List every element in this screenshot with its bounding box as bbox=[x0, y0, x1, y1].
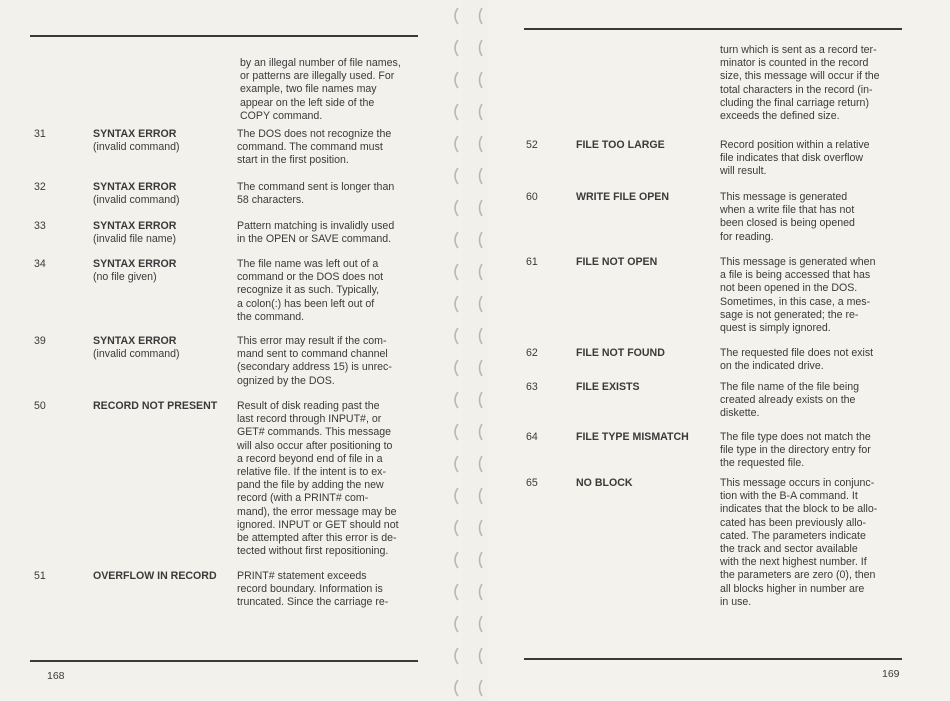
error-title: WRITE FILE OPEN bbox=[576, 191, 669, 203]
error-subtitle: (invalid command) bbox=[93, 141, 180, 154]
left-bottom-rule bbox=[30, 660, 418, 662]
error-description: The file type does not match the file type in the directory entry for the requested file. bbox=[720, 431, 871, 470]
error-description: Result of disk reading past the last record through INPUT#, or GET# commands. This message will also occur after positioning to a record beyond end of file in a relative file. If the intent is to ex- pand the file by adding the new record (with a PRINT# com- mand), the error message may be ignored. INPUT or GET should not be attempted after this error is de- tected without first repositioning. bbox=[237, 400, 399, 558]
right-intro-text: turn which is sent as a record ter- minator is counted in the record size, this message will occur if the total characters in the record (in- cluding the final carriage return) exceeds the defined size. bbox=[720, 44, 880, 123]
right-top-rule bbox=[524, 28, 902, 30]
error-subtitle: (invalid file name) bbox=[93, 233, 177, 246]
error-title: SYNTAX ERROR (invalid command) bbox=[93, 335, 180, 361]
error-title: FILE TOO LARGE bbox=[576, 139, 665, 151]
error-subtitle: (invalid command) bbox=[93, 194, 180, 207]
error-subtitle: (no file given) bbox=[93, 271, 157, 284]
error-description: This message is generated when a file is being accessed that has not been opened in the DOS. Sometimes, in this case, a mes- sage is not generated; the re- quest is simply ignored. bbox=[720, 256, 876, 335]
error-number: 33 bbox=[34, 220, 46, 232]
error-title: SYNTAX ERROR (invalid command) bbox=[93, 128, 180, 154]
error-description: This message occurs in conjunc- tion with the B-A command. It indicates that the block to be allo- cated has been previously allo- cated. The parameters indicate the track and sector available with the next highest number. If the parameters are zero (0), then all blocks higher in number are in use. bbox=[720, 477, 878, 608]
error-title: RECORD NOT PRESENT bbox=[93, 400, 218, 412]
left-page bbox=[0, 0, 462, 701]
right-page bbox=[488, 0, 950, 701]
error-number: 34 bbox=[34, 258, 46, 270]
error-description: The file name of the file being created already exists on the diskette. bbox=[720, 381, 859, 420]
error-number: 32 bbox=[34, 181, 46, 193]
error-number: 64 bbox=[526, 431, 538, 443]
error-number: 52 bbox=[526, 139, 538, 151]
error-number: 31 bbox=[34, 128, 46, 140]
error-description: The file name was left out of a command or the DOS does not recognize it as such. Typically, a colon(:) has been left out of the command. bbox=[237, 258, 384, 323]
error-description: Record position within a relative file indicates that disk overflow will result. bbox=[720, 139, 870, 178]
error-number: 63 bbox=[526, 381, 538, 393]
error-description: The command sent is longer than 58 characters. bbox=[237, 181, 395, 207]
error-number: 62 bbox=[526, 347, 538, 359]
error-number: 60 bbox=[526, 191, 538, 203]
error-description: This message is generated when a write file that has not been closed is being opened for reading. bbox=[720, 191, 855, 243]
error-title: OVERFLOW IN RECORD bbox=[93, 570, 217, 582]
error-number: 65 bbox=[526, 477, 538, 489]
error-title: NO BLOCK bbox=[576, 477, 633, 489]
page-number: 169 bbox=[882, 668, 900, 680]
right-bottom-rule bbox=[524, 658, 902, 660]
error-title: SYNTAX ERROR (no file given) bbox=[93, 258, 177, 284]
error-title: FILE NOT OPEN bbox=[576, 256, 658, 268]
error-description: Pattern matching is invalidly used in the OPEN or SAVE command. bbox=[237, 220, 395, 246]
error-number: 39 bbox=[34, 335, 46, 347]
error-title: SYNTAX ERROR (invalid file name) bbox=[93, 220, 177, 246]
error-title: FILE EXISTS bbox=[576, 381, 640, 393]
error-description: PRINT# statement exceeds record boundary. Information is truncated. Since the carriage re- bbox=[237, 570, 389, 609]
error-description: The requested file does not exist on the indicated drive. bbox=[720, 347, 874, 373]
error-number: 50 bbox=[34, 400, 46, 412]
left-intro-text: by an illegal number of file names, or patterns are illegally used. For example, two file names may appear on the left side of the COPY command. bbox=[240, 57, 401, 122]
spiral-rings bbox=[455, 8, 482, 696]
error-description: The DOS does not recognize the command. The command must start in the first position. bbox=[237, 128, 392, 167]
error-subtitle: (invalid command) bbox=[93, 348, 180, 361]
error-number: 51 bbox=[34, 570, 46, 582]
error-description: This error may result if the com- mand sent to command channel (secondary address 15) is unrec- ognized by the DOS. bbox=[237, 335, 392, 387]
error-title: FILE TYPE MISMATCH bbox=[576, 431, 689, 443]
left-top-rule bbox=[30, 35, 418, 37]
error-title: SYNTAX ERROR (invalid command) bbox=[93, 181, 180, 207]
page-number: 168 bbox=[47, 670, 65, 682]
error-number: 61 bbox=[526, 256, 538, 268]
error-title: FILE NOT FOUND bbox=[576, 347, 665, 359]
